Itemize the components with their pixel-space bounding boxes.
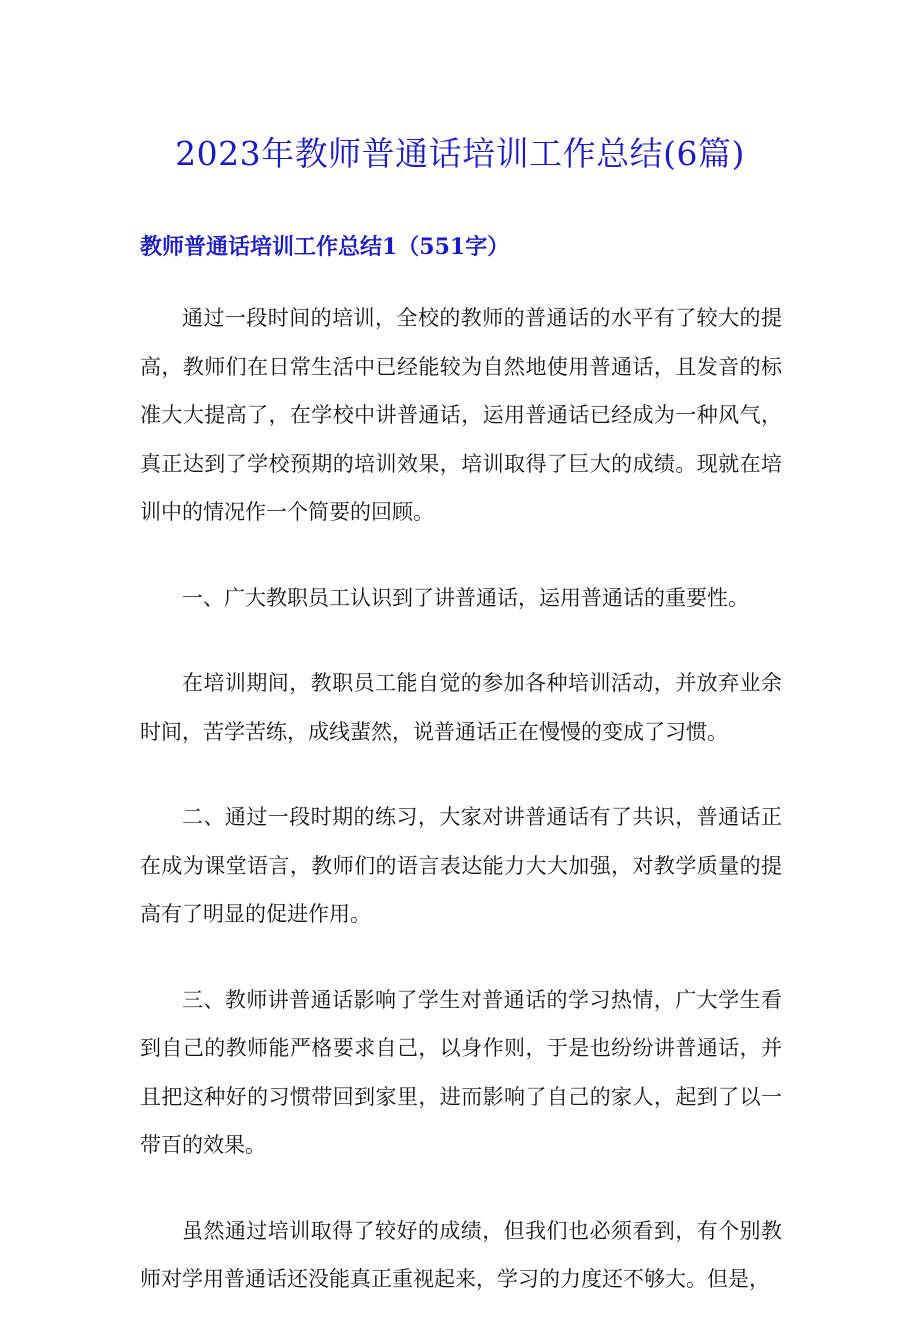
paragraph: 一、广大教职员工认识到了讲普通话，运用普通话的重要性。 bbox=[182, 585, 749, 610]
paragraph: 三、教师讲普通话影响了学生对普通话的学习热情，广大学生看到自己的教师能严格要求自己，以身作则，于是也纷纷讲普通话，并且把这种好的习惯带回到家里，进而影响了自己的家人，起到了以一带百的效果。 bbox=[140, 987, 782, 1157]
document-title: 2023年教师普通话培训工作总结(6篇) bbox=[175, 134, 745, 173]
paragraph: 二、通过一段时期的练习，大家对讲普通话有了共识，普通话正在成为课堂语言，教师们的语言表达能力大大加强，对教学质量的提高有了明显的促进作用。 bbox=[140, 805, 782, 926]
document-body bbox=[140, 294, 782, 1341]
paragraph: 在培训期间，教职员工能自觉的参加各种培训活动，并放弃业余时间，苦学苦练，成线蜚然，说普通话正在慢慢的变成了习惯。 bbox=[140, 671, 782, 744]
paragraph: 通过一段时间的培训，全校的教师的普通话的水平有了较大的提高，教师们在日常生活中已经能较为自然地使用普通话，且发音的标准大大提高了，在学校中讲普通话，运用普通话已经成为一种风气，真正达到了学校预期的培训效果，培训取得了巨大的成绩。现就在培训中的情况作一个简要的回顾。 bbox=[140, 306, 782, 524]
paragraph: 虽然通过培训取得了较好的成绩，但我们也必须看到，有个别教师对学用普通话还没能真正重视起来，学习的力度还不够大。但是， bbox=[140, 1218, 782, 1291]
section-heading: 教师普通话培训工作总结1（551字） bbox=[140, 234, 510, 260]
